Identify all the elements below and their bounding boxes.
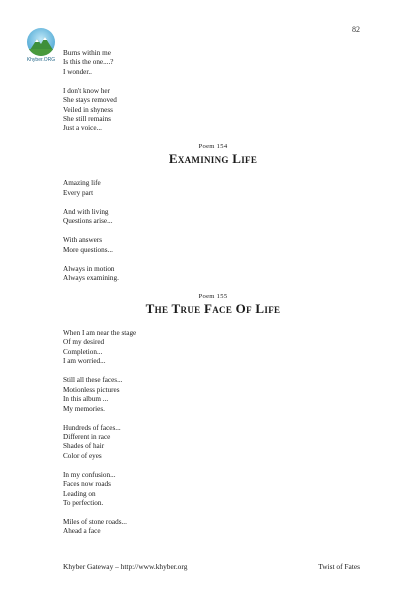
poem-line: She still remains bbox=[63, 115, 111, 124]
footer-book-title: Twist of Fates bbox=[318, 562, 360, 571]
page-number: 82 bbox=[352, 25, 360, 34]
footer-site: Khyber Gateway – http://www.khyber.org bbox=[63, 562, 188, 571]
poem-line: Ahead a face bbox=[63, 527, 101, 536]
stanza bbox=[63, 236, 363, 255]
poem-155-label: Poem 155 bbox=[198, 293, 228, 301]
poem-line: Always examining. bbox=[63, 274, 119, 283]
page-content bbox=[63, 49, 363, 546]
poem-line: Every part bbox=[63, 188, 94, 197]
stanza bbox=[63, 329, 363, 367]
poem-line: Color of eyes bbox=[63, 451, 102, 460]
poem-line: My memories. bbox=[63, 404, 105, 413]
poem-line: Burns within me bbox=[63, 49, 111, 57]
poem-line: Questions arise... bbox=[63, 217, 113, 226]
poem-line: She stays removed bbox=[63, 96, 117, 105]
poem-line: Still all these faces... bbox=[63, 376, 123, 385]
logo-text: Khyber.ORG bbox=[26, 57, 56, 63]
poem-line: Motionless pictures bbox=[63, 385, 120, 394]
poem-line: Amazing life bbox=[63, 179, 101, 188]
poem-line: Just a voice... bbox=[63, 124, 102, 133]
poem-line: Faces now roads bbox=[63, 480, 111, 489]
poem-line: Different in race bbox=[63, 432, 111, 441]
stanza bbox=[63, 471, 363, 509]
poem-line: I am worried... bbox=[63, 357, 106, 366]
poem-line: Veiled in shyness bbox=[63, 105, 113, 114]
poem-line: Completion... bbox=[63, 347, 103, 356]
stanza bbox=[63, 518, 363, 537]
poem-line: With answers bbox=[63, 236, 103, 245]
poem-155-body bbox=[63, 329, 363, 537]
stanza bbox=[63, 49, 363, 77]
poem-line: In my confusion... bbox=[63, 470, 116, 479]
poem-line: I don't know her bbox=[63, 86, 111, 95]
continued-poem bbox=[63, 49, 363, 134]
poem-line: When I am near the stage bbox=[63, 329, 137, 338]
poem-154-label: Poem 154 bbox=[198, 143, 228, 151]
poem-line: In this album ... bbox=[63, 395, 109, 404]
poem-line: Hundreds of faces... bbox=[63, 423, 121, 432]
poem-line: Leading on bbox=[63, 489, 96, 498]
poem-line: Of my desired bbox=[63, 338, 105, 347]
poem-line: Is this the one....? bbox=[63, 58, 114, 67]
poem-155-title: The True Face Of Life bbox=[145, 301, 281, 317]
poem-154-body bbox=[63, 179, 363, 283]
poem-line: And with living bbox=[63, 207, 109, 216]
poem-line: Always in motion bbox=[63, 264, 115, 273]
poem-line: Shades of hair bbox=[63, 442, 105, 451]
stanza bbox=[63, 424, 363, 462]
poem-line: Miles of stone roads... bbox=[63, 517, 127, 526]
poem-line: More questions... bbox=[63, 245, 113, 254]
poem-154-title: Examining Life bbox=[168, 151, 258, 167]
stanza bbox=[63, 87, 363, 134]
stanza bbox=[63, 208, 363, 227]
mountain-logo-icon bbox=[27, 28, 55, 56]
stanza bbox=[63, 376, 363, 414]
khyber-logo bbox=[24, 28, 58, 63]
stanza bbox=[63, 179, 363, 198]
stanza bbox=[63, 265, 363, 284]
poem-line: I wonder.. bbox=[63, 67, 92, 76]
poem-line: To perfection. bbox=[63, 498, 104, 507]
